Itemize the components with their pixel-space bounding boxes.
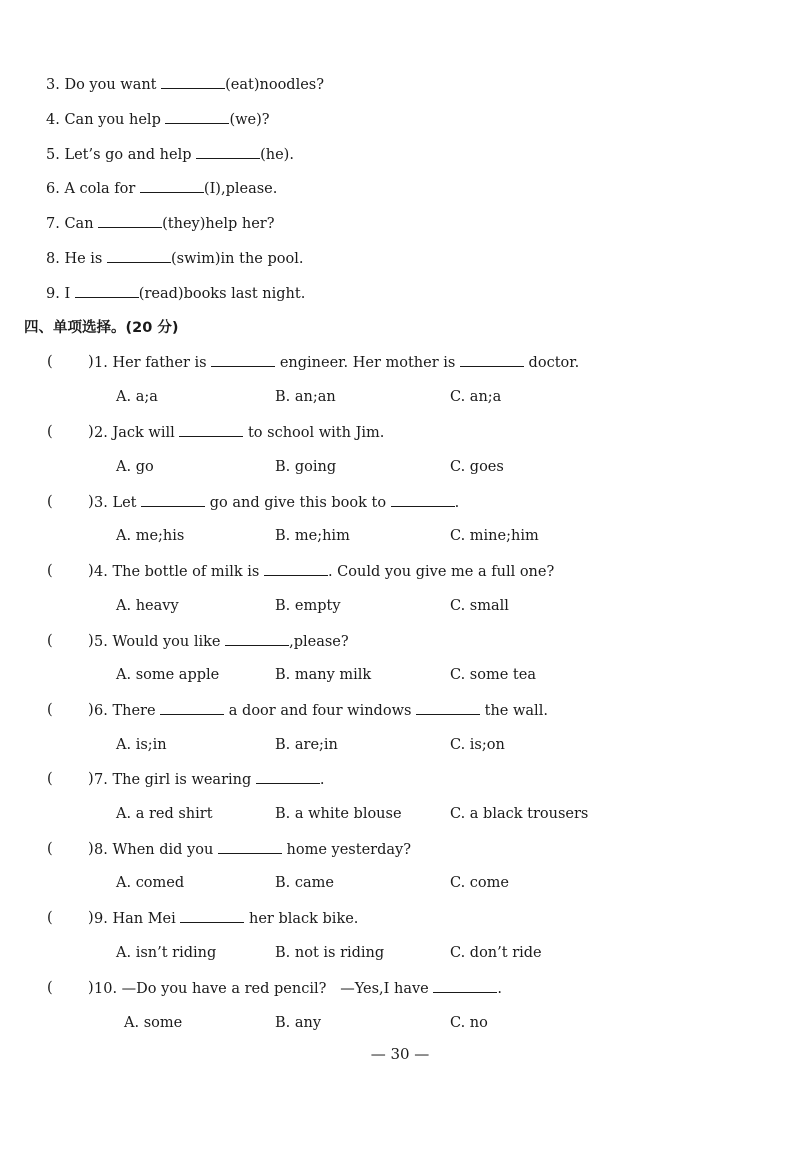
fill-in-item (46, 283, 305, 304)
item-text: He is (64, 251, 107, 267)
option-b[interactable]: B. many milk (275, 667, 372, 683)
answer-slot[interactable] (56, 908, 86, 928)
option-b[interactable]: B. any (275, 1015, 322, 1031)
item-number: 7. (46, 216, 60, 232)
option-c[interactable]: C. goes (450, 459, 504, 475)
answer-blank[interactable] (179, 422, 243, 437)
answer-paren-close: ) (88, 633, 94, 649)
answer-blank[interactable] (107, 248, 171, 263)
item-hint: (I) (203, 181, 221, 197)
item-text: noodles? (259, 77, 325, 93)
item-hint: (he) (260, 147, 290, 163)
question-number: 6. (94, 703, 108, 719)
question-text-part: . (454, 495, 460, 511)
option-a[interactable]: A. isn’t riding (116, 945, 217, 961)
answer-slot[interactable] (56, 561, 86, 581)
option-b[interactable]: B. an;an (275, 389, 336, 405)
question-text-part: doctor. (523, 355, 580, 371)
section-title: 四、单项选择。(20 分) (24, 320, 179, 336)
question-text-part: Let (112, 495, 142, 511)
option-c[interactable]: C. don’t ride (450, 945, 542, 961)
question-number: 8. (94, 842, 108, 858)
item-text: Can (64, 216, 99, 232)
answer-slot[interactable] (56, 839, 86, 859)
answer-paren-close: ) (88, 841, 94, 857)
question-number: 4. (94, 564, 108, 580)
answer-blank[interactable] (256, 769, 320, 784)
answer-paren-open: ( (47, 494, 53, 510)
answer-slot[interactable] (56, 700, 86, 720)
answer-paren-close: ) (88, 910, 94, 926)
question-text-part: . (497, 981, 502, 997)
answer-blank[interactable] (218, 839, 282, 854)
question-text (94, 631, 349, 652)
option-c[interactable]: C. an;a (450, 389, 502, 405)
option-b[interactable]: B. are;in (275, 737, 338, 753)
option-c[interactable]: C. some tea (450, 667, 536, 683)
answer-slot[interactable] (56, 352, 86, 372)
question-text (94, 422, 384, 443)
answer-blank[interactable] (75, 283, 139, 298)
question-number: 1. (94, 355, 108, 371)
question-text-part: Would you like (112, 634, 226, 650)
option-a[interactable]: A. a;a (116, 389, 158, 405)
option-b[interactable]: B. came (275, 875, 334, 891)
option-a[interactable]: A. some apple (116, 667, 220, 683)
item-text: I (64, 286, 75, 302)
answer-blank[interactable] (140, 178, 204, 193)
answer-blank[interactable] (160, 700, 224, 715)
item-text: . (289, 147, 294, 163)
item-text: help her? (205, 216, 275, 232)
item-text: in the pool. (220, 251, 304, 267)
item-text: ,please. (220, 181, 278, 197)
item-text: Let’s go and help (64, 147, 197, 163)
fill-in-item (46, 144, 294, 165)
option-a[interactable]: A. some (124, 1015, 183, 1031)
question-number: 2. (94, 425, 108, 441)
item-hint: (read) (138, 286, 184, 302)
answer-paren-open: ( (47, 910, 53, 926)
item-number: 5. (46, 147, 60, 163)
question-text-part: Jack will (112, 425, 180, 441)
question-text-part: . Could you give me a full one? (327, 564, 555, 580)
option-b[interactable]: B. not is riding (275, 945, 385, 961)
question-text (94, 700, 548, 721)
question-text-part: The bottle of milk is (112, 564, 264, 580)
question-text (94, 352, 579, 373)
answer-paren-open: ( (47, 563, 53, 579)
answer-slot[interactable] (56, 978, 86, 998)
question-text (94, 492, 459, 513)
answer-paren-open: ( (47, 424, 53, 440)
question-number: 7. (94, 772, 108, 788)
option-a[interactable]: A. is;in (116, 737, 167, 753)
question-text-part: the wall. (480, 703, 548, 719)
answer-slot[interactable] (56, 769, 86, 789)
answer-slot[interactable] (56, 631, 86, 651)
answer-paren-open: ( (47, 771, 53, 787)
question-text-part: The girl is wearing (112, 772, 256, 788)
item-number: 3. (46, 77, 60, 93)
answer-paren-open: ( (47, 841, 53, 857)
answer-slot[interactable] (56, 422, 86, 442)
item-number: 4. (46, 112, 60, 128)
answer-paren-close: ) (88, 563, 94, 579)
answer-blank[interactable] (161, 74, 225, 89)
item-text: A cola for (64, 181, 140, 197)
question-text-part: —Do you have a red pencil? —Yes,I have (121, 981, 434, 997)
answer-paren-open: ( (47, 633, 53, 649)
answer-blank[interactable] (141, 492, 205, 507)
question-text-part: engineer. Her mother is (275, 355, 460, 371)
option-a[interactable]: A. heavy (116, 598, 179, 614)
option-a[interactable]: A. comed (116, 875, 185, 891)
item-hint: (they) (162, 216, 206, 232)
answer-paren-close: ) (88, 771, 94, 787)
answer-paren-open: ( (47, 354, 53, 370)
item-hint: (swim) (170, 251, 221, 267)
answer-paren-close: ) (88, 494, 94, 510)
answer-blank[interactable] (460, 352, 524, 367)
fill-in-item (46, 178, 277, 199)
answer-paren-open: ( (47, 702, 53, 718)
question-text-part: Her father is (112, 355, 212, 371)
question-text-part: home yesterday? (281, 842, 411, 858)
question-text-part: Han Mei (112, 911, 181, 927)
fill-in-item (46, 109, 270, 130)
answer-blank[interactable] (264, 561, 328, 576)
question-text (94, 908, 358, 929)
question-text-part: to school with Jim. (243, 425, 385, 441)
answer-blank[interactable] (98, 213, 162, 228)
option-c[interactable]: C. mine;him (450, 528, 539, 544)
question-text-part: a door and four windows (224, 703, 417, 719)
answer-blank[interactable] (391, 492, 455, 507)
answer-blank[interactable] (165, 109, 229, 124)
question-text-part: go and give this book to (205, 495, 391, 511)
option-b[interactable]: B. a white blouse (275, 806, 402, 822)
option-b[interactable]: B. going (275, 459, 337, 475)
option-c[interactable]: C. no (450, 1015, 488, 1031)
item-text: ? (261, 112, 270, 128)
question-text-part: There (112, 703, 161, 719)
answer-paren-close: ) (88, 702, 94, 718)
question-number: 5. (94, 634, 108, 650)
fill-in-item (46, 74, 324, 95)
option-c[interactable]: C. come (450, 875, 509, 891)
option-a[interactable]: A. go (116, 459, 154, 475)
question-text-part: her black bike. (244, 911, 359, 927)
question-number: 9. (94, 911, 108, 927)
answer-blank[interactable] (211, 352, 275, 367)
question-text (94, 839, 411, 860)
option-c[interactable]: C. is;on (450, 737, 505, 753)
answer-paren-close: ) (88, 980, 94, 996)
answer-blank[interactable] (225, 631, 289, 646)
fill-in-item (46, 248, 303, 269)
question-number: 10. (94, 981, 118, 997)
question-text-part: When did you (112, 842, 218, 858)
option-c[interactable]: C. a black trousers (450, 806, 589, 822)
item-text: Do you want (64, 77, 162, 93)
answer-blank[interactable] (416, 700, 480, 715)
item-hint: (we) (229, 112, 262, 128)
option-c[interactable]: C. small (450, 598, 509, 614)
option-a[interactable]: A. a red shirt (116, 806, 213, 822)
answer-blank[interactable] (433, 978, 497, 993)
question-number: 3. (94, 495, 108, 511)
answer-slot[interactable] (56, 492, 86, 512)
answer-paren-open: ( (47, 980, 53, 996)
option-b[interactable]: B. empty (275, 598, 341, 614)
question-text (94, 769, 324, 790)
item-text: books last night. (183, 286, 306, 302)
option-a[interactable]: A. me;his (116, 528, 185, 544)
question-text (94, 978, 502, 999)
item-hint: (eat) (225, 77, 260, 93)
question-text-part: ,please? (289, 634, 349, 650)
question-text (94, 561, 554, 582)
answer-blank[interactable] (180, 908, 244, 923)
option-b[interactable]: B. me;him (275, 528, 350, 544)
item-number: 6. (46, 181, 60, 197)
answer-paren-close: ) (88, 424, 94, 440)
item-text: Can you help (64, 112, 166, 128)
answer-blank[interactable] (196, 144, 260, 159)
page-number: — 30 — (370, 1045, 430, 1063)
question-text-part: . (319, 772, 325, 788)
answer-paren-close: ) (88, 354, 94, 370)
fill-in-item (46, 213, 274, 234)
item-number: 8. (46, 251, 60, 267)
item-number: 9. (46, 286, 60, 302)
